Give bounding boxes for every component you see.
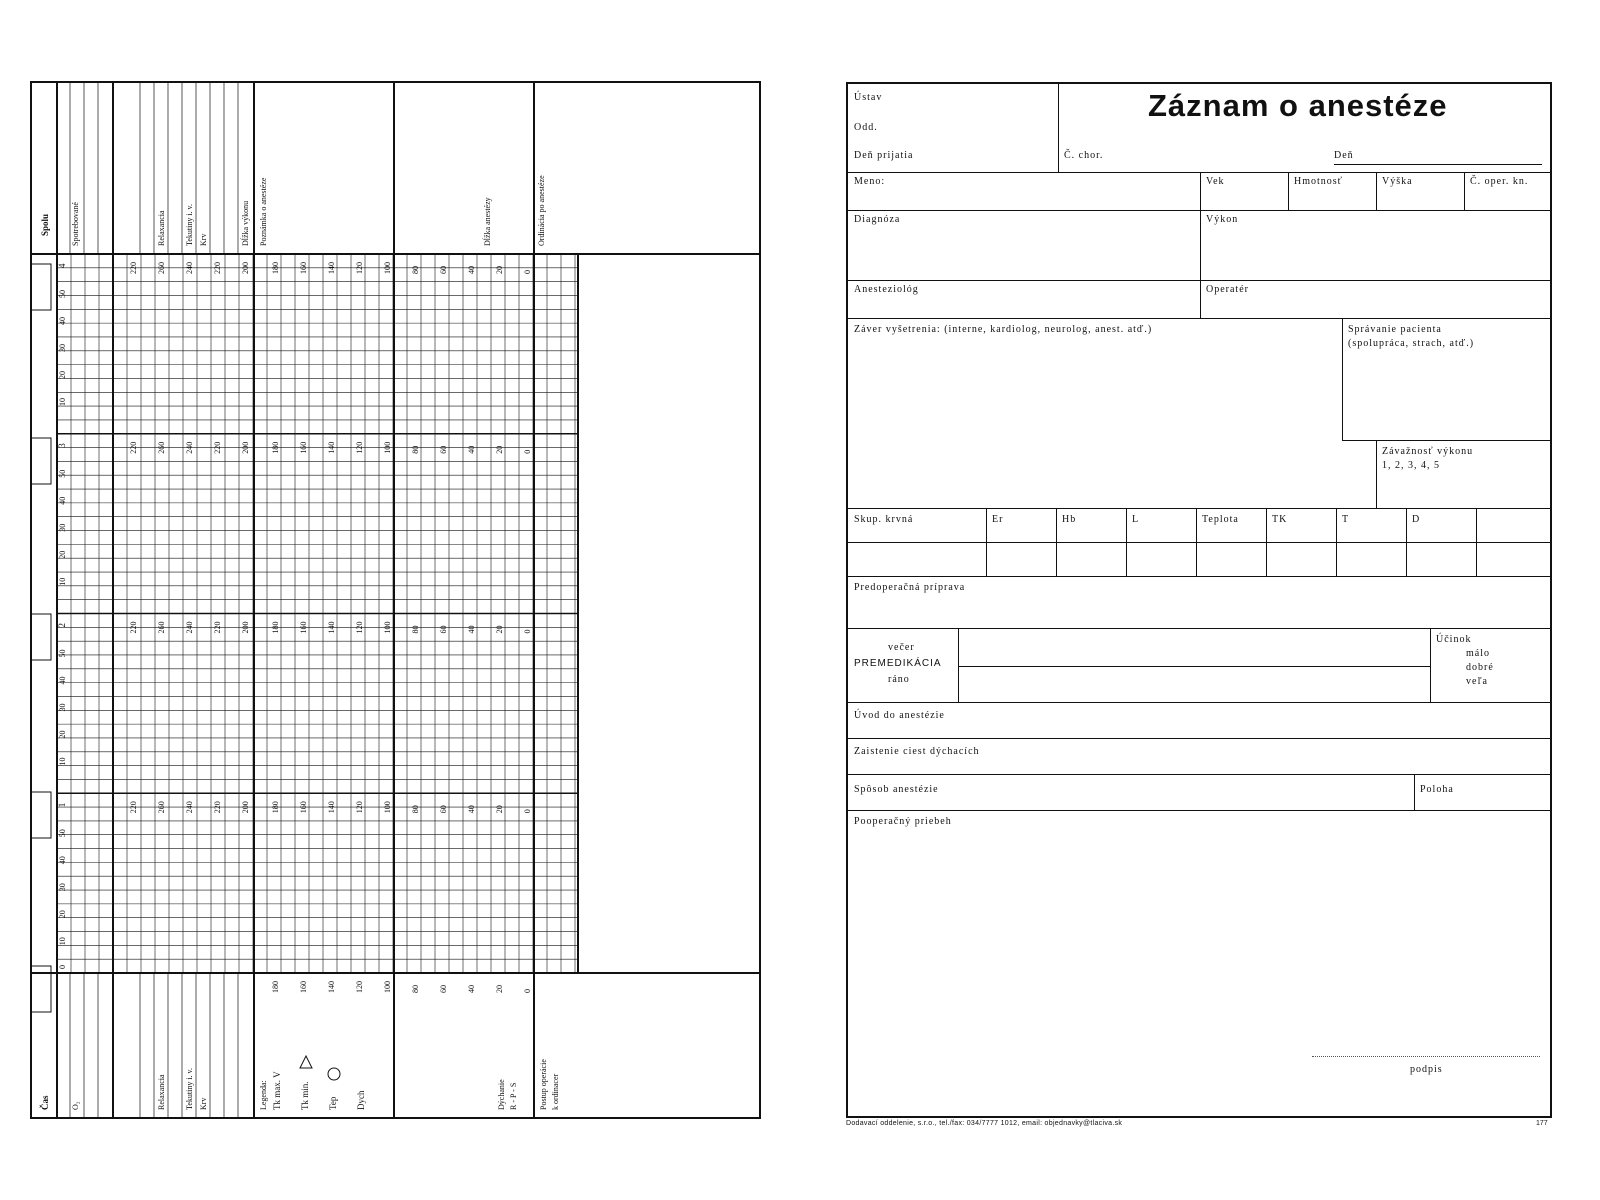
scale-value: 80: [411, 985, 420, 993]
field-zavaznost-values: 1, 2, 3, 4, 5: [1382, 460, 1440, 471]
scale-value: 180: [271, 262, 280, 274]
scale-value: 80: [411, 445, 420, 454]
time-marker-box: [31, 264, 51, 310]
anesthesia-record-form: [846, 82, 1552, 1118]
scale-value: 120: [355, 801, 364, 814]
scale-value: 140: [327, 801, 336, 814]
field-den-prijatia[interactable]: Deň prijatia: [854, 150, 914, 161]
scale-value: 180: [271, 801, 280, 814]
field-meno[interactable]: Meno:: [854, 176, 886, 187]
scale-value: 180: [271, 441, 280, 454]
scale-value: 260: [157, 621, 166, 634]
field-odd[interactable]: Odd.: [854, 122, 878, 133]
footer-krv: Krv: [199, 1097, 208, 1110]
hour-label: 2: [57, 623, 67, 628]
option-dobre[interactable]: dobré: [1466, 662, 1494, 673]
scale-value: 260: [157, 441, 166, 454]
scale-value: 20: [495, 445, 504, 454]
scale-value: 220: [129, 801, 138, 814]
footer-postup: Postup operácie: [539, 1059, 548, 1110]
field-zaistenie[interactable]: Zaistenie ciest dýchacích: [854, 746, 980, 757]
footer-relaxancia: Relaxancia: [157, 1074, 166, 1110]
scale-value: 200: [241, 621, 250, 634]
header-tekutiny: Tekutiny i. v.: [185, 203, 194, 246]
field-poloha[interactable]: Poloha: [1420, 784, 1454, 795]
scale-value: 240: [185, 441, 194, 454]
lab-header: D: [1412, 514, 1421, 525]
scale-value: 80: [411, 266, 420, 274]
header-dlzka-vykonu: Dĺžka výkonu: [241, 200, 250, 246]
scale-value: 160: [299, 621, 308, 634]
minute-label: 20: [58, 550, 67, 559]
field-zaver[interactable]: Záver vyšetrenia: (interne, kardiolog, neurolog, anest. atď.): [854, 324, 1153, 335]
minute-label: 30: [58, 883, 67, 892]
minute-label: 40: [58, 856, 67, 865]
footer-dychanie-codes: R - P - S: [509, 1082, 518, 1110]
scale-value: 220: [213, 801, 222, 814]
lab-header: TK: [1272, 514, 1288, 525]
field-c-oper-kn[interactable]: Č. oper. kn.: [1470, 176, 1529, 187]
scale-value: 60: [439, 985, 448, 993]
lab-header: Er: [992, 514, 1004, 525]
scale-value: 20: [495, 805, 504, 814]
scale-value: 200: [241, 801, 250, 814]
minute-label: 30: [58, 703, 67, 712]
header-spolu: Spolu: [40, 213, 50, 236]
hour-label: 1: [57, 802, 67, 808]
scale-value: 40: [467, 985, 476, 993]
triangle-icon: [300, 1056, 312, 1068]
field-uvod[interactable]: Úvod do anestézie: [854, 710, 945, 721]
lab-header: L: [1132, 514, 1140, 525]
scale-value: 100: [383, 801, 392, 814]
scale-value: 60: [439, 805, 448, 814]
scale-value: 0: [523, 449, 532, 454]
legend-dych: Dych: [356, 1090, 366, 1110]
scale-value: 260: [157, 801, 166, 814]
header-spotrebovane: Spotrebované: [71, 202, 80, 246]
header-krv: Krv: [199, 233, 208, 246]
scale-value: 240: [185, 801, 194, 814]
minute-label: 0: [58, 965, 67, 969]
minute-label: 20: [58, 910, 67, 919]
field-den[interactable]: Deň: [1334, 150, 1354, 161]
scale-value: 40: [467, 445, 476, 454]
minute-label: 40: [58, 676, 67, 685]
scale-value: 80: [411, 625, 420, 634]
time-marker-box: [31, 438, 51, 484]
scale-value: 20: [495, 266, 504, 274]
minute-label: 10: [58, 757, 67, 766]
scale-value: 0: [523, 629, 532, 634]
scale-value: 40: [467, 625, 476, 634]
field-vykon[interactable]: Výkon: [1206, 214, 1239, 225]
scale-value: 120: [355, 262, 364, 274]
field-zavaznost[interactable]: Závažnosť výkonu: [1382, 446, 1474, 457]
minute-label: 50: [58, 649, 67, 658]
scale-value: 100: [383, 981, 392, 993]
minute-label: 50: [58, 469, 67, 478]
scale-value: 100: [383, 262, 392, 274]
field-diagnoza[interactable]: Diagnóza: [854, 214, 901, 225]
field-anestoziolog[interactable]: Anesteziológ: [854, 284, 919, 295]
footer-legenda: Legenda:: [259, 1080, 268, 1110]
field-vyska[interactable]: Výška: [1382, 176, 1413, 187]
footer-ordinacia: k ordinacer: [551, 1073, 560, 1110]
minute-label: 30: [58, 344, 67, 352]
scale-value: 40: [467, 266, 476, 274]
scale-value: 80: [411, 805, 420, 814]
scale-value: 60: [439, 445, 448, 454]
header-relaxancia: Relaxancia: [157, 210, 166, 246]
footer-tekutiny: Tekutiny i. v.: [185, 1067, 194, 1110]
minute-label: 40: [58, 317, 67, 325]
field-podpis[interactable]: podpis: [1410, 1064, 1443, 1075]
footer-cas: Čas: [40, 1095, 50, 1110]
legend-tk-max: Tk max. V: [272, 1071, 282, 1110]
scale-value: 220: [129, 441, 138, 454]
minute-label: 20: [58, 730, 67, 739]
page-title: Záznam o anestéze: [1148, 88, 1448, 123]
scale-value: 60: [439, 266, 448, 274]
header-ordinacia: Ordinácia po anestéze: [537, 175, 546, 246]
scale-value: 20: [495, 625, 504, 634]
field-predoperacna[interactable]: Predoperačná príprava: [854, 582, 966, 593]
scale-value: 180: [271, 621, 280, 634]
lab-header: Hb: [1062, 514, 1077, 525]
scale-value: 160: [299, 981, 308, 993]
hour-label: 3: [57, 443, 67, 448]
hour-label: 4: [57, 263, 67, 268]
scale-value: 220: [129, 621, 138, 634]
footer-o2: O₂: [71, 1101, 80, 1110]
field-vecer: večer: [888, 642, 915, 653]
minute-label: 10: [58, 937, 67, 946]
footer-dychanie: Dýchanie: [497, 1079, 506, 1110]
scale-value: 140: [327, 981, 336, 993]
field-pooperacny[interactable]: Pooperačný priebeh: [854, 816, 952, 827]
scale-value: 200: [241, 262, 250, 274]
scale-value: 260: [157, 262, 166, 274]
scale-value: 180: [271, 981, 280, 993]
option-vela[interactable]: veľa: [1466, 676, 1488, 687]
scale-value: 160: [299, 441, 308, 454]
chart-frame: [31, 82, 760, 1118]
scale-value: 0: [523, 270, 532, 274]
field-vek[interactable]: Vek: [1206, 176, 1225, 187]
scale-value: 20: [495, 985, 504, 993]
lab-header: Teplota: [1202, 514, 1239, 525]
minute-label: 50: [58, 290, 67, 298]
scale-value: 140: [327, 441, 336, 454]
scale-value: 240: [185, 621, 194, 634]
lab-header: T: [1342, 514, 1350, 525]
minute-label: 10: [58, 398, 67, 406]
scale-value: 120: [355, 981, 364, 993]
scale-value: 220: [213, 621, 222, 634]
legend-tk-min: Tk min.: [300, 1081, 310, 1110]
field-sposob[interactable]: Spôsob anestézie: [854, 784, 939, 795]
field-c-chor[interactable]: Č. chor.: [1064, 150, 1104, 161]
scale-value: 220: [213, 262, 222, 274]
time-marker-box: [31, 614, 51, 660]
scale-value: 60: [439, 625, 448, 634]
scale-value: 140: [327, 621, 336, 634]
scale-value: 0: [523, 809, 532, 814]
field-ustav[interactable]: Ústav: [854, 92, 883, 103]
field-ucinok: Účinok: [1436, 634, 1472, 645]
field-spravanie[interactable]: Správanie pacienta: [1348, 324, 1442, 335]
field-operater[interactable]: Operatér: [1206, 284, 1249, 295]
option-malo[interactable]: málo: [1466, 648, 1490, 659]
scale-value: 220: [213, 441, 222, 454]
minute-label: 30: [58, 523, 67, 532]
scale-value: 160: [299, 262, 308, 274]
field-hmotnost[interactable]: Hmotnosť: [1294, 176, 1343, 187]
footer-publisher: Dodavací oddelenie, s.r.o., tel./fax: 034/7777 1012, email: objednavky@tlaciva.sk: [846, 1120, 1123, 1127]
field-premedikacia: PREMEDIKÁCIA: [854, 658, 942, 669]
scale-value: 140: [327, 262, 336, 274]
circle-icon: [328, 1068, 340, 1080]
scale-value: 100: [383, 621, 392, 634]
footer-form-number: 177: [1536, 1120, 1548, 1127]
scale-value: 0: [523, 989, 532, 993]
minute-label: 10: [58, 577, 67, 586]
scale-value: 200: [241, 441, 250, 454]
scale-value: 160: [299, 801, 308, 814]
scale-value: 240: [185, 262, 194, 274]
lab-header: Skup. krvná: [854, 514, 914, 525]
minute-label: 20: [58, 371, 67, 379]
time-marker-box: [31, 792, 51, 838]
scale-value: 220: [129, 262, 138, 274]
scale-value: 120: [355, 621, 364, 634]
header-dlzka-anestezy: Dĺžka anestézy: [483, 197, 492, 246]
scale-value: 100: [383, 441, 392, 454]
minute-label: 40: [58, 496, 67, 505]
minute-label: 50: [58, 829, 67, 838]
header-poznamka: Poznámka o anestéze: [259, 177, 268, 246]
legend-tep: Tep: [328, 1096, 338, 1110]
field-spravanie-sub: (spolupráca, strach, atď.): [1348, 338, 1475, 349]
field-rano: ráno: [888, 674, 910, 685]
scale-value: 40: [467, 805, 476, 814]
scale-value: 120: [355, 441, 364, 454]
